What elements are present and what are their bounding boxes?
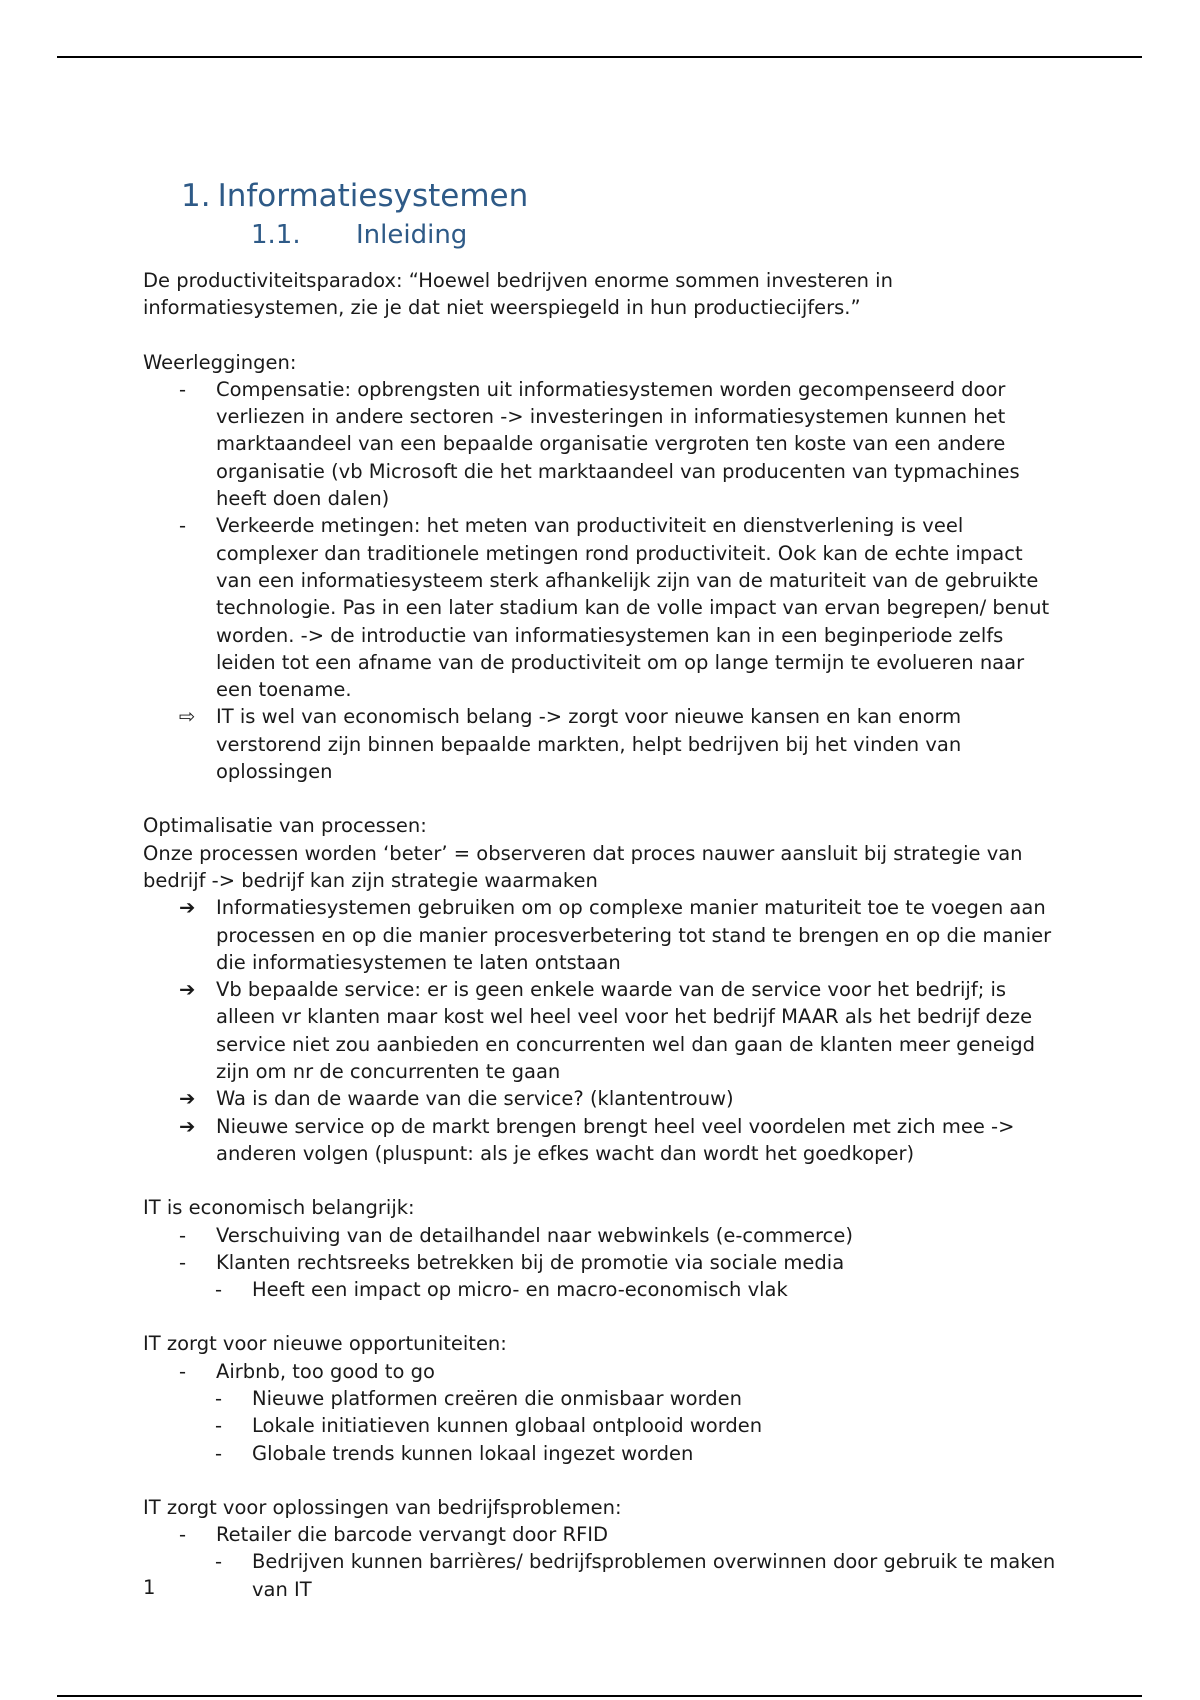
dash-bullet: - — [179, 377, 187, 401]
list-item — [143, 1222, 1063, 1249]
sub-list-item — [143, 1440, 1063, 1467]
sub-list-item — [143, 1276, 1063, 1303]
heading-2-title: Inleiding — [356, 220, 468, 250]
arrow-right-icon: ➔ — [179, 896, 196, 920]
arrow-right-icon: ➔ — [179, 1087, 196, 1111]
list-item-text: Nieuwe platformen creëren die onmisbaar worden — [252, 1386, 742, 1410]
sub-list-item — [143, 1548, 1063, 1603]
arrow-right-icon: ➔ — [179, 978, 196, 1002]
section-oplossingen-title: IT zorgt voor oplossingen van bedrijfsproblemen: — [143, 1495, 622, 1519]
dash-bullet: - — [179, 1223, 187, 1247]
oplossingen-list — [143, 1521, 1063, 1603]
list-item-text: Heeft een impact op micro- en macro-economisch vlak — [252, 1278, 788, 1302]
optimalisatie-list — [143, 894, 1063, 1167]
section-optimalisatie-body: Onze processen worden ‘beter’ = observeren dat proces nauwer aansluit bij strategie van bedrijf -> bedrijf kan zijn strategie waarmaken — [143, 841, 1023, 892]
heading-1-title: Informatiesystemen — [217, 178, 529, 214]
list-item-text: Vb bepaalde service: er is geen enkele waarde van de service voor het bedrijf; is alleen vr klanten maar kost wel heel veel voor het bedrijf MAAR als het bedrijf deze service niet zou aanbieden en concurrenten wel dan gaan de klanten meer geneigd zijn om nr de concurrenten te gaan — [216, 978, 1036, 1084]
arrow-right-icon: ➔ — [179, 1114, 196, 1138]
weerleggingen-list — [143, 376, 1063, 785]
dash-bullet: - — [215, 1550, 223, 1574]
dash-bullet: - — [215, 1414, 223, 1438]
dash-bullet: - — [179, 1250, 187, 1274]
sub-list-item — [143, 1385, 1063, 1412]
dash-bullet: - — [179, 514, 187, 538]
list-item-text: Retailer die barcode vervangt door RFID — [216, 1523, 609, 1547]
list-item — [143, 1085, 1063, 1112]
section-weerleggingen-title: Weerleggingen: — [143, 350, 297, 374]
list-item-text: Globale trends kunnen lokaal ingezet worden — [252, 1441, 694, 1465]
sub-list-item — [143, 1412, 1063, 1439]
hollow-arrow-icon: ⇨ — [179, 705, 196, 729]
document-page — [143, 175, 1063, 1603]
list-item-text: Airbnb, too good to go — [216, 1359, 435, 1383]
heading-1 — [181, 175, 1063, 217]
page-number: 1 — [143, 1576, 156, 1599]
dash-bullet: - — [215, 1441, 223, 1465]
intro-paragraph: De productiviteitsparadox: “Hoewel bedrijven enorme sommen investeren in informatiesystemen, zie je dat niet weerspiegeld in hun productiecijfers.” — [143, 269, 893, 320]
list-item-text: Klanten rechtsreeks betrekken bij de promotie via sociale media — [216, 1250, 845, 1274]
list-item — [143, 1521, 1063, 1548]
list-item — [143, 512, 1063, 703]
list-item — [143, 976, 1063, 1085]
header-rule — [57, 56, 1142, 58]
dash-bullet: - — [179, 1359, 187, 1383]
list-item — [143, 1113, 1063, 1168]
dash-bullet: - — [215, 1386, 223, 1410]
list-item-text: Compensatie: opbrengsten uit informatiesystemen worden gecompenseerd door verliezen in andere sectoren -> investeringen in informatiesystemen kunnen het marktaandeel van een bepaalde organisatie vergroten ten koste van een andere organisatie (vb Microsoft die het marktaandeel van producenten van typmachines heeft doen dalen) — [216, 377, 1020, 511]
section-opportuniteiten-title: IT zorgt voor nieuwe opportuniteiten: — [143, 1332, 507, 1356]
heading-2 — [251, 217, 1063, 253]
economisch-list — [143, 1222, 1063, 1304]
list-item-text: Bedrijven kunnen barrières/ bedrijfsproblemen overwinnen door gebruik te maken van IT — [252, 1550, 1056, 1601]
list-item-text: Verschuiving van de detailhandel naar webwinkels (e-commerce) — [216, 1223, 853, 1247]
list-item-text: Nieuwe service op de markt brengen brengt heel veel voordelen met zich mee -> anderen volgen (pluspunt: als je efkes wacht dan wordt het goedkoper) — [216, 1114, 1015, 1165]
list-item — [143, 894, 1063, 976]
list-item — [143, 1249, 1063, 1276]
heading-1-number: 1. — [181, 178, 211, 214]
list-item-text: IT is wel van economisch belang -> zorgt voor nieuwe kansen en kan enorm verstorend zijn binnen bepaalde markten, helpt bedrijven bij het vinden van oplossingen — [216, 705, 962, 784]
list-item — [143, 1358, 1063, 1385]
list-item-text: Informatiesystemen gebruiken om op complexe manier maturiteit toe te voegen aan processen en op die manier procesverbetering tot stand te brengen en op die manier die informatiesystemen te laten ontstaan — [216, 896, 1052, 974]
list-item-text: Lokale initiatieven kunnen globaal ontplooid worden — [252, 1414, 763, 1438]
list-item-text: Verkeerde metingen: het meten van productiviteit en dienstverlening is veel complexer dan traditionele metingen rond productiviteit. Ook kan de echte impact van een informatiesysteem sterk afhankelijk zijn van de maturiteit van de gebruikte technologie. Pas in een later stadium kan de volle impact van ervan begrepen/ benut worden. -> de introductie van informatiesystemen kan in een beginperiode zelfs leiden tot een afname van de productiviteit om op lange termijn te evolueren naar een toename. — [216, 514, 1050, 702]
dash-bullet: - — [215, 1278, 223, 1302]
list-item-text: Wa is dan de waarde van die service? (klantentrouw) — [216, 1087, 734, 1111]
section-economisch-title: IT is economisch belangrijk: — [143, 1196, 415, 1220]
opportuniteiten-list — [143, 1358, 1063, 1467]
heading-2-number: 1.1. — [251, 220, 301, 250]
list-item — [143, 703, 1063, 785]
dash-bullet: - — [179, 1523, 187, 1547]
list-item — [143, 376, 1063, 512]
section-optimalisatie-title: Optimalisatie van processen: — [143, 814, 427, 838]
footer-rule — [57, 1695, 1142, 1697]
